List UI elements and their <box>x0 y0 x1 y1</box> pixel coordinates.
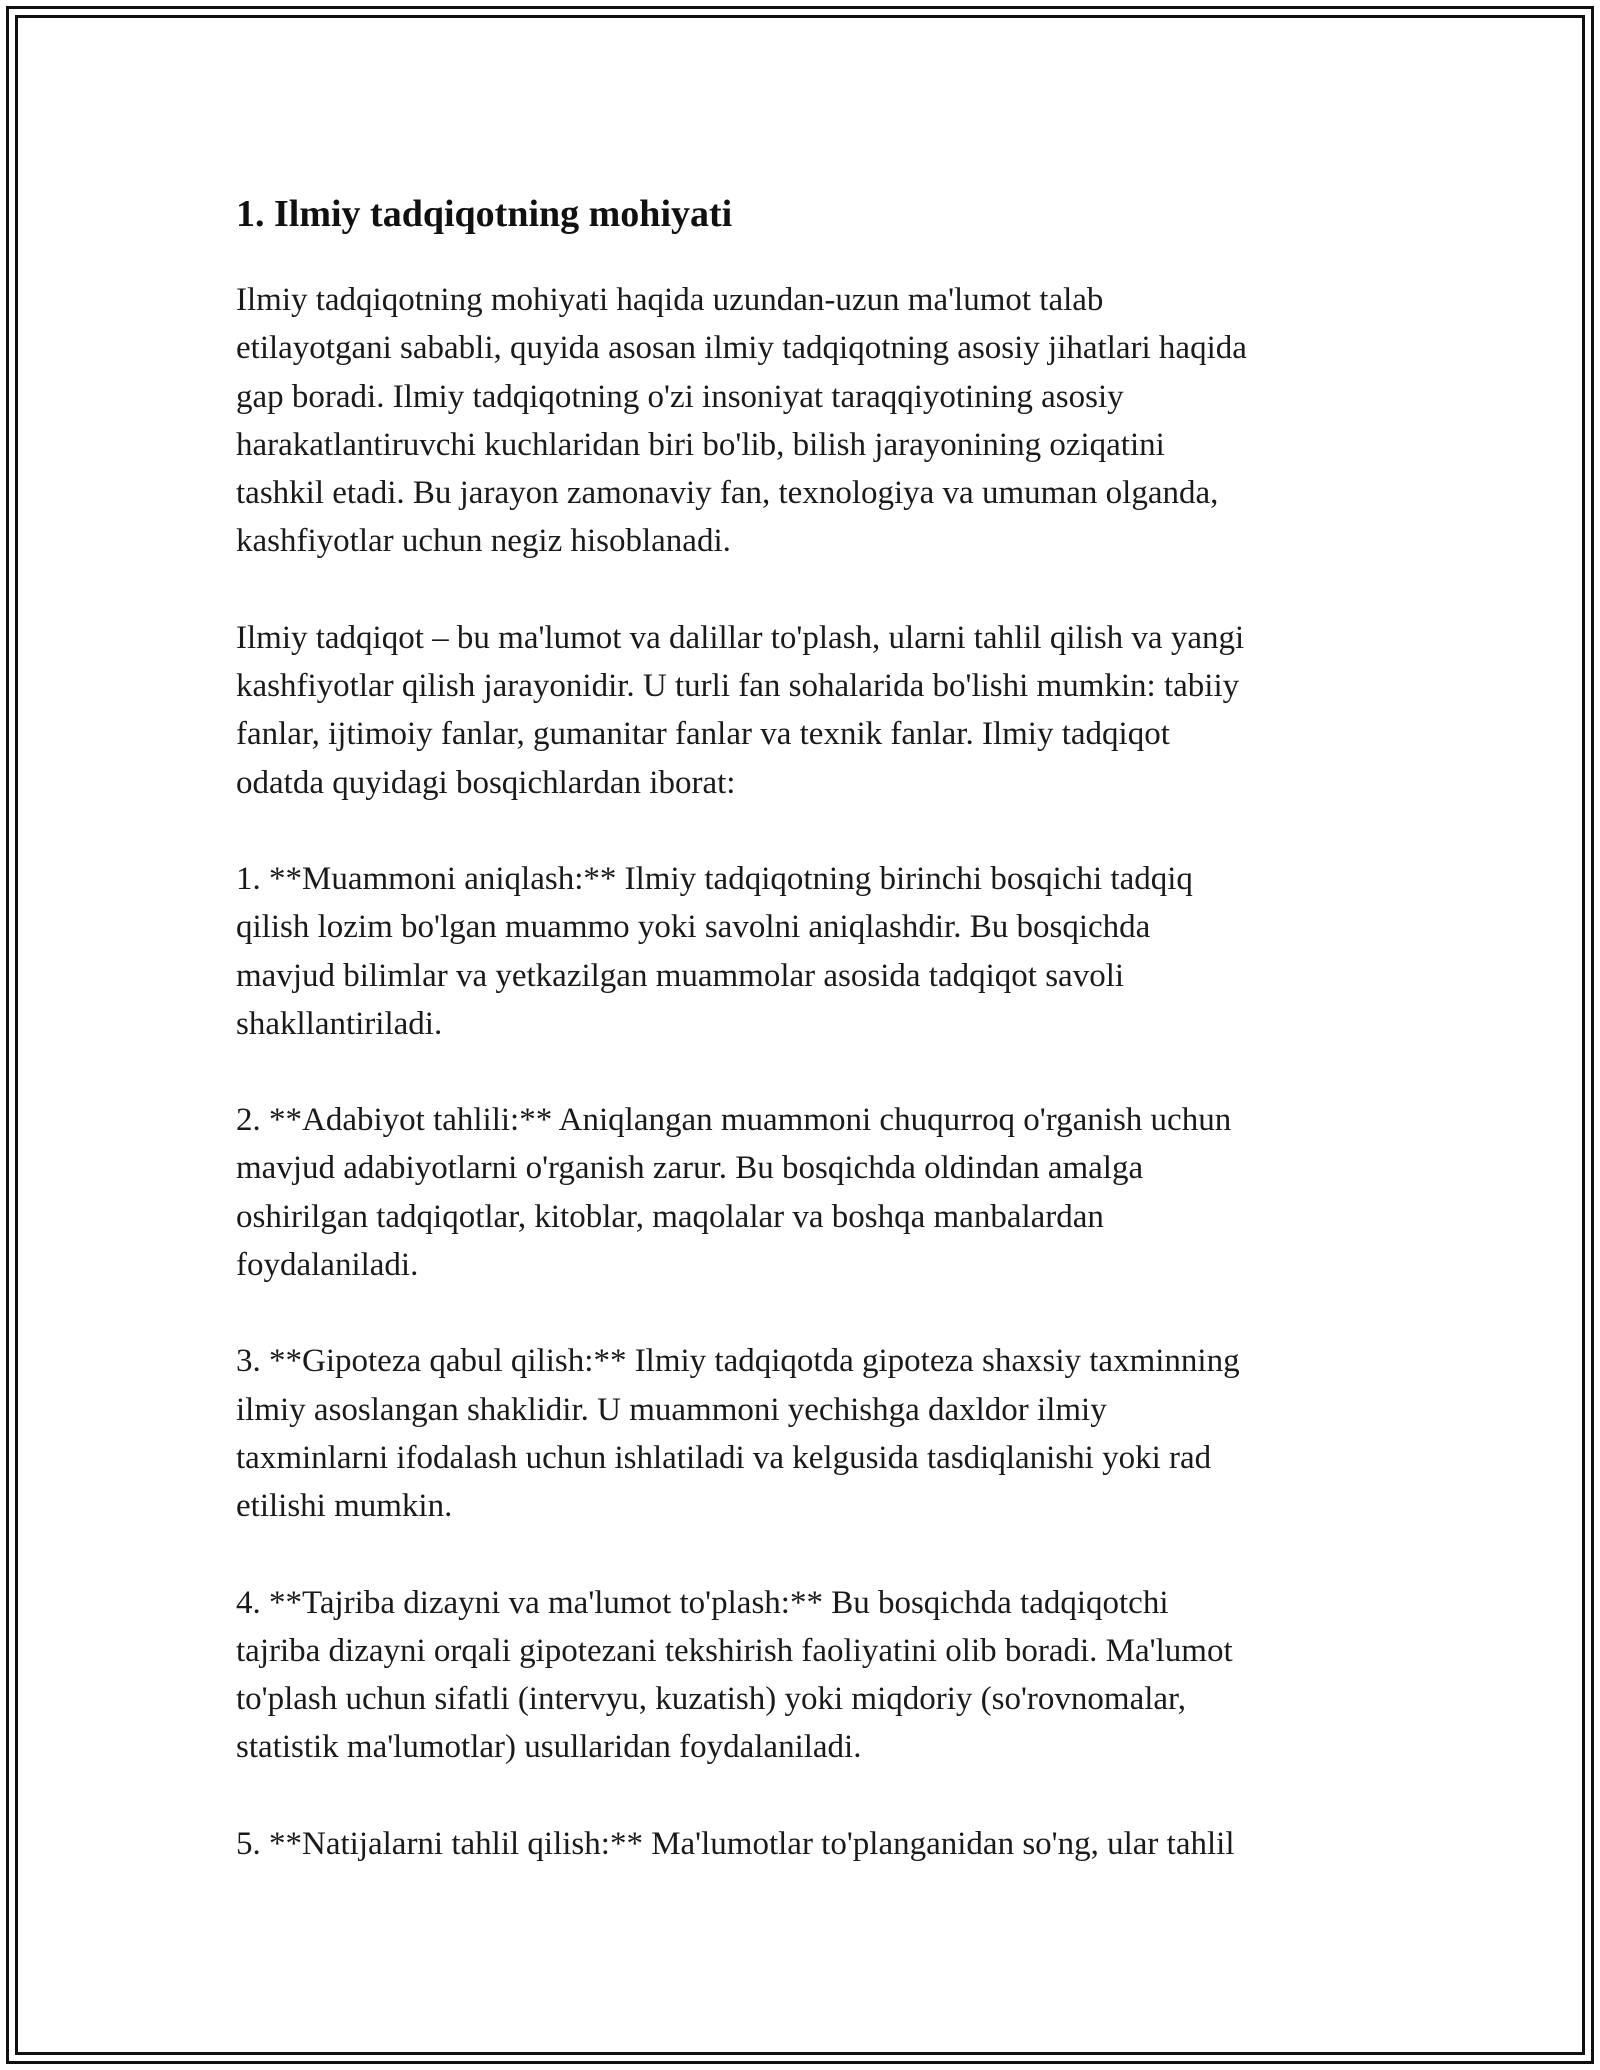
paragraph-definition: Ilmiy tadqiqot – bu ma'lumot va dalillar to'plash, ularni tahlil qilish va yangi kashfiyotlar qilish jarayonidir. U turli fan sohalarida bo'lishi mumkin: tabiiy fanlar, ijtimoiy fanlar, gumanitar fanlar va texnik fanlar. Ilmiy tadqiqot odatda quyidagi bosqichlardan iborat: <box>236 619 1245 801</box>
list-item-step-4: 4. **Tajriba dizayni va ma'lumot to'plash:** Bu bosqichda tadqiqotchi tajriba dizayni orqali gipotezani tekshirish faoliyatini olib boradi. Ma'lumot to'plash uchun sifatli (intervyu, kuzatish) yoki miqdoriy (so'rovnomalar, statistik ma'lumotlar) usullaridan foydalaniladi. <box>236 1584 1233 1766</box>
paragraph-intro: Ilmiy tadqiqotning mohiyati haqida uzundan-uzun ma'lumot talab etilayotgani sababli, quyida asosan ilmiy tadqiqotning asosiy jihatlari haqida gap boradi. Ilmiy tadqiqotning o'zi insoniyat taraqqiyotining asosiy harakatlantiruvchi kuchlaridan biri bo'lib, bilish jarayonining oziqatini tashkil etadi. Bu jarayon zamonaviy fan, texnologiya va umuman olganda, kashfiyotlar uchun negiz hisoblanadi. <box>236 282 1247 560</box>
list-item-step-1: 1. **Muammoni aniqlash:** Ilmiy tadqiqotning birinchi bosqichi tadqiq qilish lozim bo'lgan muammo yoki savolni aniqlashdir. Bu bosqichda mavjud bilimlar va yetkazilgan muammolar asosida tadqiqot savoli shakllantiriladi. <box>236 860 1193 1042</box>
list-item-step-2: 2. **Adabiyot tahlili:** Aniqlangan muammoni chuqurroq o'rganish uchun mavjud adabiyotlarni o'rganish zarur. Bu bosqichda oldindan amalga oshirilgan tadqiqotlar, kitoblar, maqolalar va boshqa manbalardan foydalaniladi. <box>236 1102 1232 1284</box>
list-item-step-3: 3. **Gipoteza qabul qilish:** Ilmiy tadqiqotda gipoteza shaxsiy taxminning ilmiy asoslangan shaklidir. U muammoni yechishga daxldor ilmiy taxminlarni ifodalash uchun ishlatiladi va kelgusida tasdiqlanishi yoki rad etilishi mumkin. <box>236 1343 1240 1525</box>
document-body <box>236 186 1376 1868</box>
list-item-step-5: 5. **Natijalarni tahlil qilish:** Ma'lumotlar to'planganidan so'ng, ular tahlil <box>236 1825 1235 1862</box>
section-heading: 1. Ilmiy tadqiqotning mohiyati <box>236 193 733 235</box>
